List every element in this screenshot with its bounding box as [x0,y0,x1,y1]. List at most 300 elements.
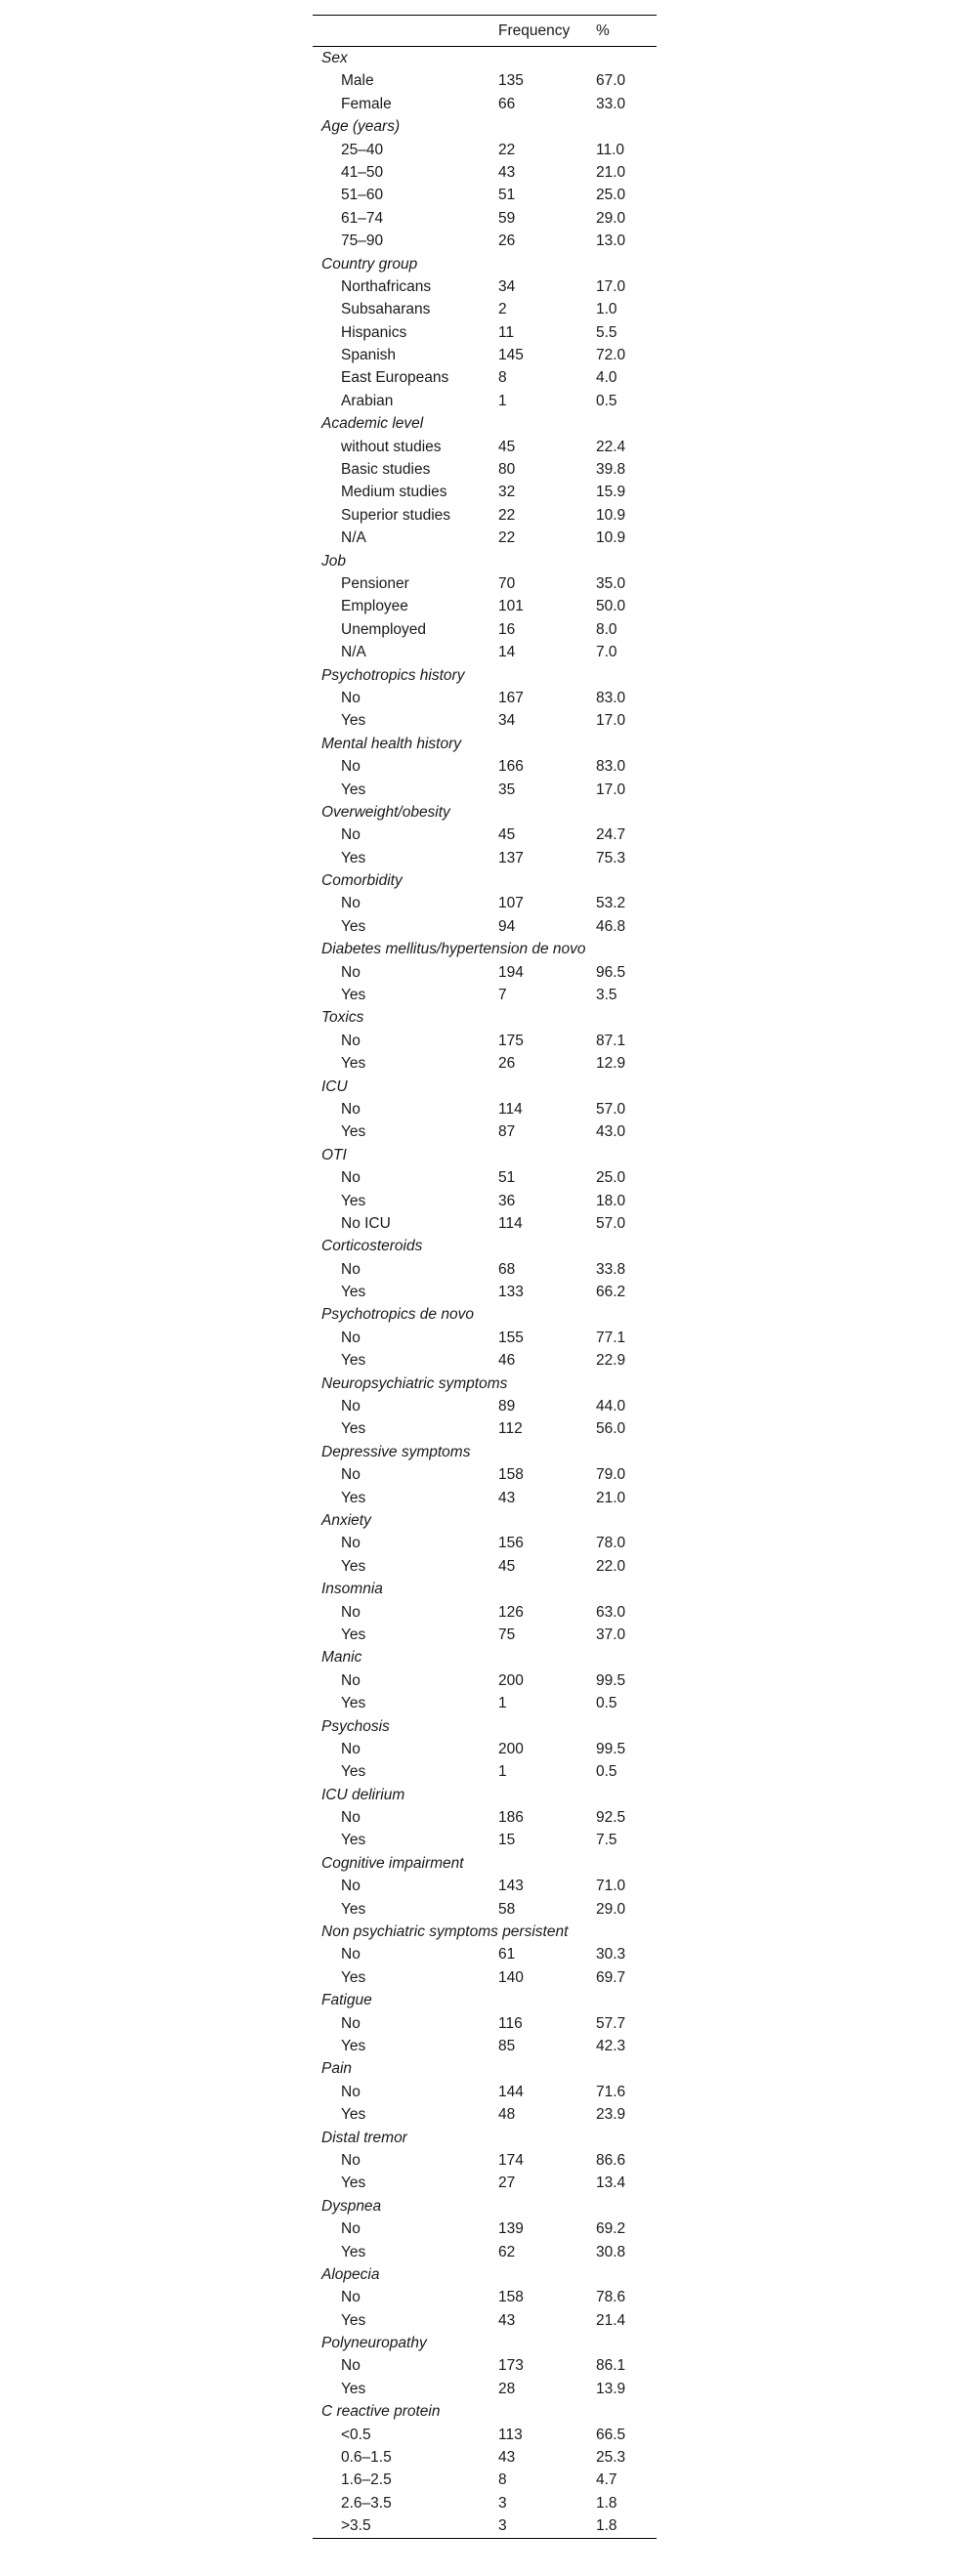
table-row [313,1601,657,1624]
table-row [313,1760,657,1783]
percent-cell: 35.0 [596,574,626,592]
frequency-cell: 51 [498,1169,516,1187]
frequency-cell: 133 [498,1284,524,1301]
category-row [313,550,657,572]
percent-cell: 10.9 [596,506,626,524]
frequency-cell: 27 [498,2175,516,2192]
category-label: Academic level [321,415,424,433]
row-label: No [341,2289,361,2306]
row-label: <0.5 [341,2426,371,2443]
percent-cell: 67.0 [596,72,626,90]
frequency-cell: 22 [498,529,516,547]
percent-cell: 57.0 [596,1100,626,1118]
frequency-cell: 94 [498,917,516,935]
category-row [313,47,657,69]
frequency-cell: 200 [498,1740,524,1757]
row-label: Yes [341,1626,366,1643]
row-label: 2.6–3.5 [341,2494,392,2512]
frequency-cell: 158 [498,2289,524,2306]
row-label: Male [341,72,374,90]
table-row [313,687,657,709]
table-row [313,2241,657,2263]
percent-cell: 13.0 [596,232,626,250]
row-label: No [341,1466,361,1484]
frequency-cell: 22 [498,506,516,524]
row-label: 41–50 [341,163,384,181]
table-row [313,2035,657,2057]
frequency-cell: 116 [498,2014,523,2032]
row-label: Yes [341,2175,366,2192]
table-row [313,1281,657,1303]
category-row [313,1441,657,1463]
category-label: Country group [321,255,418,273]
percent-cell: 12.9 [596,1055,626,1073]
row-label: >3.5 [341,2517,371,2535]
category-row [313,664,657,687]
category-row [313,1921,657,1943]
percent-cell: 33.8 [596,1260,626,1278]
row-label: Yes [341,781,366,798]
row-label: Unemployed [341,620,427,638]
frequency-cell: 45 [498,1557,516,1575]
row-label: No ICU [341,1214,391,1232]
frequency-cell: 36 [498,1192,516,1209]
category-row [313,253,657,275]
table-row [313,2309,657,2332]
row-label: Yes [341,849,366,866]
row-label: No [341,826,361,844]
category-row [313,801,657,823]
percent-cell: 39.8 [596,461,626,479]
category-row [313,2263,657,2286]
category-label: Mental health history [321,735,462,752]
frequency-table [313,15,657,2539]
row-label: Yes [341,1763,366,1781]
frequency-cell: 89 [498,1398,516,1415]
category-row [313,869,657,892]
frequency-cell: 68 [498,1260,516,1278]
frequency-cell: 167 [498,689,524,706]
frequency-cell: 48 [498,2106,516,2124]
row-label: No [341,1329,361,1346]
category-label: Psychotropics de novo [321,1306,474,1324]
frequency-cell: 15 [498,1832,516,1849]
table-header [313,16,657,46]
table-row [313,2469,657,2491]
frequency-cell: 26 [498,232,516,250]
table-row [313,2424,657,2446]
category-label: Psychosis [321,1717,390,1735]
row-label: Yes [341,2243,366,2260]
frequency-cell: 16 [498,620,516,638]
percent-cell: 56.0 [596,1420,626,1438]
table-row [313,1349,657,1372]
table-row [313,366,657,389]
category-row [313,1989,657,2011]
row-label: Female [341,95,392,112]
frequency-cell: 173 [498,2357,524,2375]
table-row [313,2446,657,2469]
category-row [313,1006,657,1029]
row-label: Employee [341,598,408,615]
frequency-cell: 101 [498,598,524,615]
row-label: No [341,1398,361,1415]
row-label: Arabian [341,392,394,409]
row-label: No [341,2357,361,2375]
percent-cell: 21.0 [596,1489,626,1506]
percent-cell: 77.1 [596,1329,626,1346]
frequency-cell: 1 [498,392,507,409]
percent-cell: 86.1 [596,2357,626,2375]
percent-cell: 43.0 [596,1123,626,1141]
frequency-cell: 34 [498,712,516,730]
row-label: 0.6–1.5 [341,2449,392,2467]
row-label: N/A [341,644,366,661]
category-row [313,1372,657,1395]
percent-cell: 4.7 [596,2471,617,2489]
row-label: Yes [341,1557,366,1575]
frequency-cell: 156 [498,1535,524,1552]
frequency-cell: 3 [498,2494,507,2512]
row-label: No [341,1100,361,1118]
table-row [313,458,657,481]
table-row [313,1692,657,1714]
frequency-cell: 85 [498,2037,516,2054]
percent-cell: 13.9 [596,2380,626,2397]
percent-cell: 17.0 [596,712,626,730]
frequency-cell: 22 [498,141,516,158]
frequency-cell: 144 [498,2083,524,2100]
percent-cell: 17.0 [596,277,626,295]
percent-cell: 57.0 [596,1214,626,1232]
table-row [313,709,657,732]
table-row [313,2286,657,2308]
table-row [313,1875,657,1897]
percent-cell: 22.9 [596,1352,626,1370]
row-label: Yes [341,1489,366,1506]
percent-cell: 8.0 [596,620,617,638]
frequency-cell: 1 [498,1763,507,1781]
category-row [313,938,657,960]
row-label: Yes [341,1832,366,1849]
table-row [313,961,657,984]
table-row [313,230,657,252]
category-label: Distal tremor [321,2129,407,2146]
table-row [313,823,657,846]
table-row [313,1190,657,1212]
row-label: Yes [341,987,366,1004]
frequency-cell: 140 [498,1968,524,1986]
table-row [313,207,657,230]
row-label: N/A [341,529,366,547]
frequency-cell: 46 [498,1352,516,1370]
frequency-cell: 174 [498,2151,524,2169]
row-label: East Europeans [341,369,449,387]
frequency-cell: 186 [498,1809,524,1827]
percent-cell: 1.0 [596,301,617,318]
percent-cell: 25.0 [596,1169,626,1187]
percent-cell: 29.0 [596,1900,626,1918]
percent-cell: 22.0 [596,1557,626,1575]
table-row [313,1327,657,1349]
category-row [313,1578,657,1600]
percent-cell: 46.8 [596,917,626,935]
category-label: Fatigue [321,1992,372,2009]
percent-cell: 4.0 [596,369,617,387]
percent-cell: 50.0 [596,598,626,615]
table-row [313,2492,657,2514]
category-label: Neuropsychiatric symptoms [321,1374,508,1392]
row-label: Medium studies [341,484,447,501]
row-label: No [341,1671,361,1689]
percent-cell: 13.4 [596,2175,626,2192]
row-label: Yes [341,1900,366,1918]
category-label: Depressive symptoms [321,1443,471,1460]
frequency-cell: 51 [498,187,516,204]
percent-cell: 79.0 [596,1466,626,1484]
percent-cell: 78.6 [596,2289,626,2306]
row-label: Yes [341,1352,366,1370]
table-row [313,1624,657,1646]
percent-cell: 30.8 [596,2243,626,2260]
row-label: No [341,895,361,912]
frequency-cell: 32 [498,484,516,501]
category-label: ICU [321,1077,348,1095]
percent-cell: 99.5 [596,1740,626,1757]
table-row [313,184,657,206]
percent-cell: 0.5 [596,1763,617,1781]
table-row [313,2149,657,2172]
percent-cell: 17.0 [596,781,626,798]
percent-cell: 78.0 [596,1535,626,1552]
frequency-cell: 158 [498,1466,524,1484]
table-row [313,1898,657,1921]
frequency-cell: 126 [498,1603,524,1621]
table-row [313,779,657,801]
frequency-cell: 43 [498,163,516,181]
table-row [313,69,657,92]
row-label: Yes [341,1284,366,1301]
percent-cell: 69.7 [596,1968,626,1986]
frequency-cell: 75 [498,1626,516,1643]
table-row [313,1166,657,1189]
header-percent: % [596,22,610,39]
row-label: No [341,1878,361,1895]
category-label: ICU delirium [321,1786,405,1803]
percent-cell: 71.0 [596,1878,626,1895]
table-row [313,1463,657,1486]
category-label: Diabetes mellitus/hypertension de novo [321,941,586,958]
table-row [313,1258,657,1281]
category-label: Alopecia [321,2265,380,2283]
percent-cell: 5.5 [596,323,617,341]
row-label: No [341,1032,361,1049]
percent-cell: 66.2 [596,1284,626,1301]
percent-cell: 96.5 [596,963,626,981]
percent-cell: 44.0 [596,1398,626,1415]
table-body [313,47,657,2538]
frequency-cell: 175 [498,1032,524,1049]
table-row [313,1120,657,1143]
frequency-cell: 70 [498,574,516,592]
frequency-cell: 112 [498,1420,523,1438]
percent-cell: 57.7 [596,2014,626,2032]
row-label: Spanish [341,347,397,364]
category-label: Corticosteroids [321,1238,423,1255]
table-row [313,481,657,503]
percent-cell: 7.5 [596,1832,617,1849]
table-row [313,1669,657,1692]
table-row [313,1806,657,1829]
row-label: Yes [341,1968,366,1986]
table-row [313,755,657,778]
category-label: Insomnia [321,1581,383,1598]
table-row [313,275,657,298]
table-row [313,572,657,595]
frequency-cell: 155 [498,1329,524,1346]
row-label: No [341,2151,361,2169]
table-row [313,984,657,1006]
percent-cell: 42.3 [596,2037,626,2054]
row-label: Yes [341,1192,366,1209]
row-label: No [341,758,361,776]
row-label: Pensioner [341,574,409,592]
row-label: Yes [341,712,366,730]
frequency-cell: 166 [498,758,524,776]
row-label: Superior studies [341,506,451,524]
frequency-cell: 11 [498,323,515,341]
row-label: No [341,1809,361,1827]
frequency-cell: 2 [498,301,507,318]
table-row [313,618,657,641]
category-label: Dyspnea [321,2197,382,2215]
category-row [313,2057,657,2080]
frequency-cell: 59 [498,209,516,227]
table-row [313,321,657,344]
row-label: without studies [341,438,442,455]
percent-cell: 25.0 [596,187,626,204]
frequency-cell: 14 [498,644,516,661]
table-row [313,298,657,320]
table-row [313,1555,657,1578]
row-label: Yes [341,2311,366,2329]
row-label: Yes [341,2106,366,2124]
category-row [313,2127,657,2149]
category-label: Pain [321,2060,353,2078]
frequency-cell: 113 [498,2426,523,2443]
percent-cell: 86.6 [596,2151,626,2169]
percent-cell: 29.0 [596,209,626,227]
row-label: No [341,1535,361,1552]
category-row [313,1852,657,1875]
frequency-cell: 45 [498,826,516,844]
category-row [313,1144,657,1166]
table-row [313,595,657,617]
percent-cell: 92.5 [596,1809,626,1827]
percent-cell: 99.5 [596,1671,626,1689]
percent-cell: 72.0 [596,347,626,364]
category-label: Cognitive impairment [321,1854,464,1872]
table-row [313,2217,657,2240]
percent-cell: 25.3 [596,2449,626,2467]
percent-cell: 24.7 [596,826,626,844]
table-row [313,2081,657,2103]
table-row [313,2103,657,2126]
frequency-cell: 43 [498,2311,516,2329]
row-label: Subsaharans [341,301,431,318]
frequency-cell: 66 [498,95,516,112]
table-row [313,161,657,184]
percent-cell: 7.0 [596,644,617,661]
table-bottom-rule [313,2538,657,2539]
table-row [313,2172,657,2194]
frequency-cell: 34 [498,277,516,295]
percent-cell: 11.0 [596,141,625,158]
frequency-cell: 28 [498,2380,516,2397]
percent-cell: 30.3 [596,1946,626,1964]
category-row [313,1509,657,1532]
table-row [313,1417,657,1440]
table-row [313,1030,657,1052]
frequency-cell: 137 [498,849,524,866]
percent-cell: 69.2 [596,2220,626,2238]
frequency-cell: 62 [498,2243,516,2260]
table-row [313,1487,657,1509]
frequency-cell: 58 [498,1900,516,1918]
row-label: Basic studies [341,461,431,479]
row-label: No [341,963,361,981]
category-row [313,1784,657,1806]
table-row [313,1738,657,1760]
percent-cell: 83.0 [596,689,626,706]
frequency-cell: 7 [498,987,507,1004]
category-label: Age (years) [321,118,401,136]
table-row [313,1532,657,1554]
percent-cell: 10.9 [596,529,626,547]
table-row [313,1052,657,1075]
row-label: 25–40 [341,141,384,158]
frequency-cell: 114 [498,1100,523,1118]
percent-cell: 15.9 [596,484,626,501]
row-label: Yes [341,1420,366,1438]
percent-cell: 33.0 [596,95,626,112]
category-row [313,2332,657,2354]
table-row [313,1966,657,1989]
frequency-cell: 145 [498,347,524,364]
frequency-cell: 61 [498,1946,516,1964]
frequency-cell: 8 [498,369,507,387]
row-label: No [341,2220,361,2238]
frequency-cell: 107 [498,895,524,912]
frequency-cell: 200 [498,1671,524,1689]
table-row [313,2378,657,2400]
category-label: OTI [321,1146,347,1163]
percent-cell: 37.0 [596,1626,626,1643]
percent-cell: 3.5 [596,987,617,1004]
row-label: Yes [341,2380,366,2397]
category-label: C reactive protein [321,2403,441,2421]
percent-cell: 0.5 [596,1695,617,1712]
frequency-cell: 139 [498,2220,524,2238]
percent-cell: 71.6 [596,2083,626,2100]
row-label: Yes [341,1055,366,1073]
frequency-cell: 8 [498,2471,507,2489]
category-row [313,115,657,138]
frequency-cell: 1 [498,1695,507,1712]
table-row [313,2514,657,2537]
table-row [313,1395,657,1417]
percent-cell: 66.5 [596,2426,626,2443]
